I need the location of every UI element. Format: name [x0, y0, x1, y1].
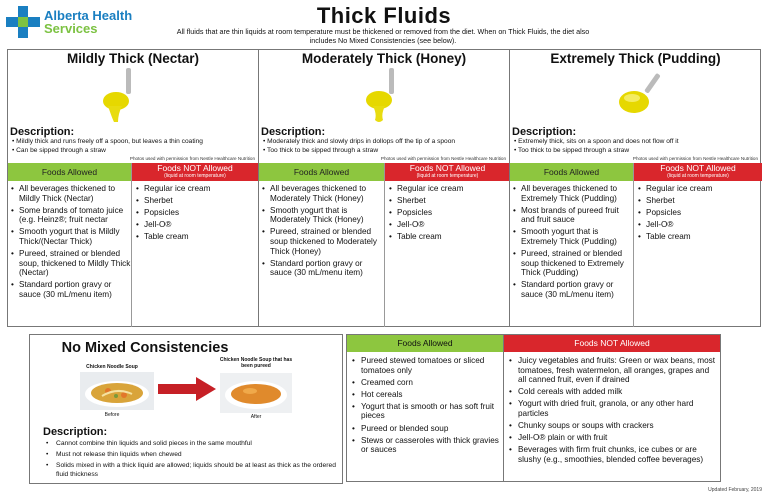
honey-desc-list — [263, 138, 455, 155]
pudding-desc-heading: Description: — [512, 126, 577, 138]
list-item: • Popsicles — [388, 208, 508, 218]
nectar-desc-heading: Description: — [10, 126, 75, 138]
page-title: Thick Fluids — [316, 3, 452, 28]
honey-allowed-header: Foods Allowed — [259, 163, 384, 181]
soup-before-image — [80, 372, 154, 410]
nectar-allowed-list — [10, 184, 131, 302]
list-item: • Yogurt that is smooth or has soft fruit pieces — [351, 402, 499, 421]
honey-not-allowed-header: Foods NOT Allowed (liquid at room temperature) — [385, 163, 510, 181]
arrow-right-icon — [158, 377, 216, 401]
list-item: • Regular ice cream — [135, 184, 255, 194]
honey-not-allowed-list — [388, 184, 508, 244]
list-item: • Cannot combine thin liquids and solid pieces in the same mouthful — [46, 439, 338, 448]
list-item: • Smooth yogurt that is Extremely Thick (Pudding) — [512, 227, 633, 246]
nectar-allowed-header: Foods Allowed — [8, 163, 131, 181]
no-mixed-title: No Mixed Consistencies — [61, 340, 229, 356]
list-item: • Sherbet — [135, 196, 255, 206]
nectar-title: Mildly Thick (Nectar) — [66, 51, 200, 66]
list-item: • Chunky soups or soups with crackers — [508, 421, 716, 431]
honey-desc-heading: Description: — [261, 126, 326, 138]
pudding-spoon-image — [610, 68, 670, 124]
after-label: After — [250, 414, 262, 420]
pudding-allowed-header: Foods Allowed — [510, 163, 633, 181]
list-item: • All beverages thickened to Moderately Thick (Honey) — [261, 184, 383, 203]
list-item: • Extremely thick, sits on a spoon and does not flow off it — [514, 138, 679, 147]
list-item: • Pureed or blended soup — [351, 424, 499, 434]
list-item: • Sherbet — [637, 196, 759, 206]
photo-credit: Photos used with permission from Nestle Healthcare Nutrition — [380, 156, 506, 161]
list-item: • Pureed, strained or blended soup, thickened to Mildly Thick (Nectar) — [10, 249, 131, 278]
pudding-not-allowed-header: Foods NOT Allowed (liquid at room temperature) — [634, 163, 762, 181]
list-item: • Yogurt with dried fruit, granola, or any other hard particles — [508, 399, 716, 418]
list-item: • Stews or casseroles with thick gravies or sauces — [351, 436, 499, 455]
updated-date: Updated February, 2019 — [708, 487, 762, 493]
honey-spoon-image — [359, 68, 409, 124]
soup-after-caption: Chicken Noodle Soup that has been pureed — [219, 357, 293, 369]
list-item: • Most brands of pureed fruit and fruit sauce — [512, 206, 633, 225]
photo-credit: Photos used with permission from Nestle Healthcare Nutrition — [129, 156, 255, 161]
list-item: • Too thick to be sipped through a straw — [514, 147, 679, 156]
honey-title: Moderately Thick (Honey) — [301, 51, 467, 66]
list-item: • Beverages with firm fruit chunks, ice cubes or are slushy (e.g., smoothies, blended coffee beverages) — [508, 445, 716, 464]
no-mixed-allowed-header: Foods Allowed — [347, 335, 503, 352]
list-item: • Table cream — [135, 232, 255, 242]
list-item: • Smooth yogurt that is Moderately Thick (Honey) — [261, 206, 383, 225]
list-item: • Moderately thick and slowly drips in dollops off the tip of a spoon — [263, 138, 455, 147]
nectar-not-allowed-list — [135, 184, 255, 244]
list-item: • Regular ice cream — [637, 184, 759, 194]
list-item: • Smooth yogurt that is Mildly Thick/(Nectar Thick) — [10, 227, 131, 246]
list-item: • Jell-O® — [135, 220, 255, 230]
list-item: • Standard portion gravy or sauce (30 mL/menu item) — [512, 280, 633, 299]
list-item: • Too thick to be sipped through a straw — [263, 147, 455, 156]
no-mixed-not-allowed-list — [504, 352, 720, 464]
list-item: • Standard portion gravy or sauce (30 mL/menu item) — [261, 259, 383, 278]
before-label: Before — [104, 412, 120, 418]
pudding-title: Extremely Thick (Pudding) — [550, 51, 721, 66]
list-item: • Cold cereals with added milk — [508, 387, 716, 397]
no-mixed-not-allowed-header: Foods NOT Allowed — [504, 335, 720, 352]
list-item: • Standard portion gravy or sauce (30 mL/menu item) — [10, 280, 131, 299]
no-mixed-desc-list — [46, 439, 338, 481]
no-mixed-box — [29, 334, 343, 484]
nectar-column — [8, 50, 258, 327]
no-mixed-allowed-list — [347, 352, 503, 455]
pudding-desc-list — [514, 138, 679, 155]
soup-before-caption: Chicken Noodle Soup — [86, 364, 138, 370]
list-item: • Sherbet — [388, 196, 508, 206]
list-item: • Jell-O® — [637, 220, 759, 230]
pudding-not-allowed-list — [637, 184, 759, 244]
list-item: • Table cream — [388, 232, 508, 242]
list-item: • Pureed, strained or blended soup thickened to Moderately Thick (Honey) — [261, 227, 383, 256]
list-item: • Some brands of tomato juice (e.g. Heinz®; fruit nectar — [10, 206, 131, 225]
org-name: Alberta Health Services — [44, 8, 133, 36]
nectar-desc-list — [12, 138, 203, 155]
pudding-column — [509, 50, 761, 327]
list-item: • Pureed stewed tomatoes or sliced tomatoes only — [351, 356, 499, 375]
nectar-not-allowed-header: Foods NOT Allowed (liquid at room temperature) — [132, 163, 258, 181]
list-item: • All beverages thickened to Mildly Thick (Nectar) — [10, 184, 131, 203]
list-item: • Creamed corn — [351, 378, 499, 388]
list-item: • Jell-O® plain or with fruit — [508, 433, 716, 443]
list-item: • Table cream — [637, 232, 759, 242]
list-item: • Regular ice cream — [388, 184, 508, 194]
list-item: • Solids mixed in with a thick liquid are allowed; liquids should be at least as thick as the ordered fluid thickness — [46, 461, 338, 479]
list-item: • Can be sipped through a straw — [12, 147, 203, 156]
list-item: • Pureed, strained or blended soup thickened to Extremely Thick (Pudding) — [512, 249, 633, 278]
list-item: • Juicy vegetables and fruits: Green or wax beans, most tomatoes, fresh watermelon, all oranges, grapes and all canned fruit, even if drained — [508, 356, 716, 385]
no-mixed-desc-heading: Description: — [43, 426, 108, 438]
nectar-spoon-image — [96, 68, 146, 124]
no-mixed-not-allowed — [504, 334, 721, 482]
list-item: • Must not release thin liquids when chewed — [46, 450, 338, 459]
list-item: • Mildly thick and runs freely off a spoon, but leaves a thin coating — [12, 138, 203, 147]
photo-credit: Photos used with permission from Nestle Healthcare Nutrition — [632, 156, 758, 161]
list-item: • Hot cereals — [351, 390, 499, 400]
list-item: • Popsicles — [637, 208, 759, 218]
list-item: • Popsicles — [135, 208, 255, 218]
honey-column — [258, 50, 509, 327]
list-item: • Jell-O® — [388, 220, 508, 230]
thickness-grid — [7, 49, 761, 327]
page-subtitle: All fluids that are thin liquids at room temperature must be thickened or removed from the diet. When on Thick Fluids, the diet also includes No Mixed Consistencies (see below). — [176, 27, 590, 45]
soup-after-image — [220, 373, 292, 413]
pudding-allowed-list — [512, 184, 633, 302]
honey-allowed-list — [261, 184, 383, 280]
no-mixed-allowed — [346, 334, 504, 482]
list-item: • All beverages thickened to Extremely Thick (Pudding) — [512, 184, 633, 203]
